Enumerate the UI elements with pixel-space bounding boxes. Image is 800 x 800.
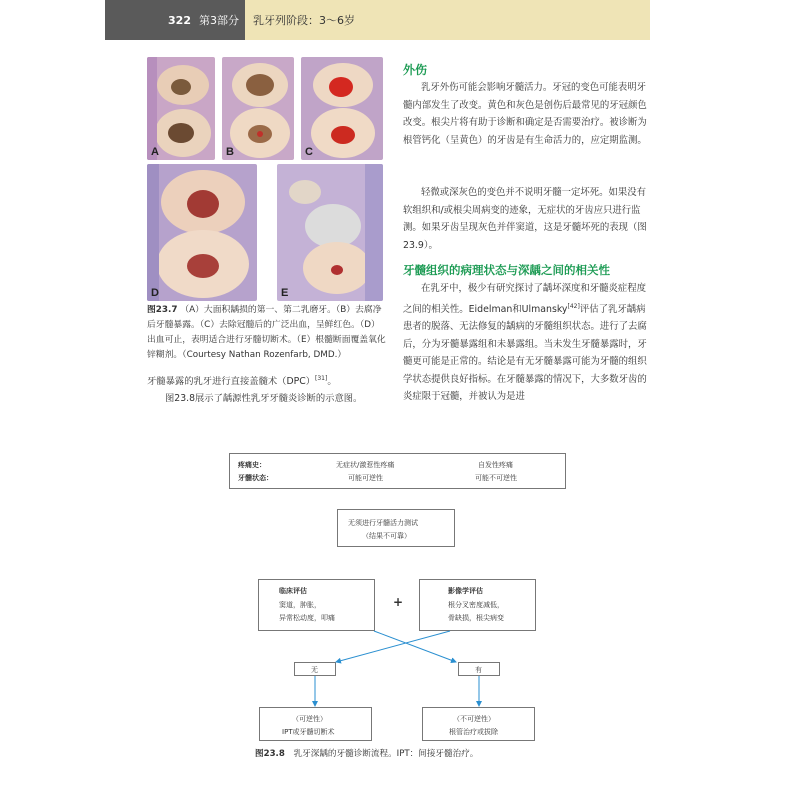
arrow-radiographic-to-no xyxy=(336,631,450,662)
yes-finding-box xyxy=(458,662,500,676)
photo-label: B xyxy=(226,146,234,158)
irreversible-line2: 根管治疗或拔除 xyxy=(449,728,498,736)
yes-label: 有 xyxy=(475,666,482,674)
radiographic-title: 影像学评估 xyxy=(448,587,483,595)
no-label: 无 xyxy=(311,666,318,674)
photo-label: A xyxy=(151,146,159,158)
pulp-status-label: 牙髓状态： xyxy=(238,474,273,482)
section-heading-trauma: 外伤 xyxy=(403,63,428,77)
left-body-line2: 图23.8展示了龋源性乳牙牙髓炎诊断的示意图。 xyxy=(165,393,363,405)
figure-23-8-caption xyxy=(255,747,478,759)
part-label: 第3部分 xyxy=(199,0,245,40)
left-body-line1: 牙髓暴露的乳牙进行直接盖髓术（DPC）[31]。 xyxy=(147,375,337,388)
reversible-line2: IPT或牙髓切断术 xyxy=(282,728,335,736)
photo-d xyxy=(147,164,257,301)
trauma-paragraph-2: 轻微或深灰色的变色并不说明牙髓一定坏死。如果没有软组织和/或根尖周病变的迹象，无症状的牙齿应只进行监测。如果牙齿呈现灰色并伴窦道，这是牙髓坏死的表现（图23.9）。 xyxy=(403,187,647,251)
figure-number: 图23.8 xyxy=(255,749,285,759)
vitality-line2: （结果不可靠） xyxy=(362,532,411,540)
irreversible-line1: （不可逆性） xyxy=(453,715,495,723)
radiographic-line2: 骨缺损，根尖病变 xyxy=(448,614,504,622)
figure-caption-text: 乳牙深龋的牙髓诊断流程。IPT：间接牙髓治疗。 xyxy=(293,749,479,759)
page-header xyxy=(105,0,650,40)
figure-caption-text: （A）大面积龋损的第一、第二乳磨牙。（B）去腐净后牙髓暴露。（C）去除冠髓后的广泛出血，呈鲜红色。（D）出血可止，表明适合进行牙髓切断术。（E）根髓断面覆盖氧化锌糊剂。（Courtesy Nathan Rozenfarb, DMD.） xyxy=(147,305,386,360)
pathology-paragraph: 在乳牙中，极少有研究探讨了龋坏深度和牙髓炎症程度之间的相关性。Eidelman和Ulmansky[42]评估了乳牙龋病患者的脱落、无法修复的龋病的牙髓组织状态。进行了去腐后，分为牙髓暴露组和未暴露组。当未发生牙髓暴露时，牙髓更可能是正常的。结论是有无牙髓暴露可能为牙髓的组织学状态提供良好指标。在牙髓暴露的情况下，大多数牙齿的炎症限于冠髓，并被认为是进 xyxy=(403,283,647,403)
photo-label: C xyxy=(305,146,313,158)
figure-number: 图23.7 xyxy=(147,305,178,315)
clinical-assessment-box xyxy=(258,579,375,631)
likely-reversible: 可能可逆性 xyxy=(348,474,383,482)
photo-label: E xyxy=(281,287,289,299)
irreversible-outcome-box xyxy=(422,707,535,741)
photo-a xyxy=(147,57,215,160)
section-heading-pathology: 牙髓组织的病理状态与深龋之间的相关性 xyxy=(403,263,610,277)
photo-c xyxy=(301,57,383,160)
clinical-line2: 异常松动度，叩痛 xyxy=(279,614,335,622)
page-number: 322 xyxy=(105,0,199,40)
clinical-line1: 窦道，肿胀， xyxy=(279,601,321,609)
pain-history-label: 疼痛史： xyxy=(238,461,266,469)
reversible-outcome-box xyxy=(259,707,372,741)
clinical-title: 临床评估 xyxy=(279,587,307,595)
chapter-stage: 乳牙列阶段：3～6岁 xyxy=(253,14,355,27)
photo-label: D xyxy=(151,287,159,299)
photo-b xyxy=(222,57,294,160)
trauma-paragraph-1: 乳牙外伤可能会影响牙髓活力。牙冠的变色可能表明牙髓内部发生了改变。黄色和灰色是创伤后最常见的牙冠颜色改变。根尖片将有助于诊断和确定是否需要治疗。被诊断为根管钙化（呈黄色）的牙齿是有生命活力的，应定期监测。 xyxy=(403,82,647,146)
radiographic-line1: 根分叉密度减低， xyxy=(448,601,504,609)
vitality-test-box xyxy=(337,509,455,547)
likely-irreversible: 可能不可逆性 xyxy=(475,474,517,482)
figure-23-7-caption xyxy=(147,303,387,363)
arrow-clinical-to-yes xyxy=(374,631,456,662)
vitality-line1: 无须进行牙髓活力测试 xyxy=(348,519,418,527)
plus-sign: + xyxy=(393,595,404,609)
no-finding-box xyxy=(294,662,336,676)
spontaneous-pain: 自发性疼痛 xyxy=(478,461,513,469)
radiographic-assessment-box xyxy=(419,579,536,631)
reversible-line1: （可逆性） xyxy=(292,715,327,723)
left-body-text xyxy=(147,370,387,407)
asymptomatic-pain: 无症状/激惹性疼痛 xyxy=(336,461,395,469)
photo-e xyxy=(277,164,383,301)
diagnosis-summary-box xyxy=(229,453,566,489)
